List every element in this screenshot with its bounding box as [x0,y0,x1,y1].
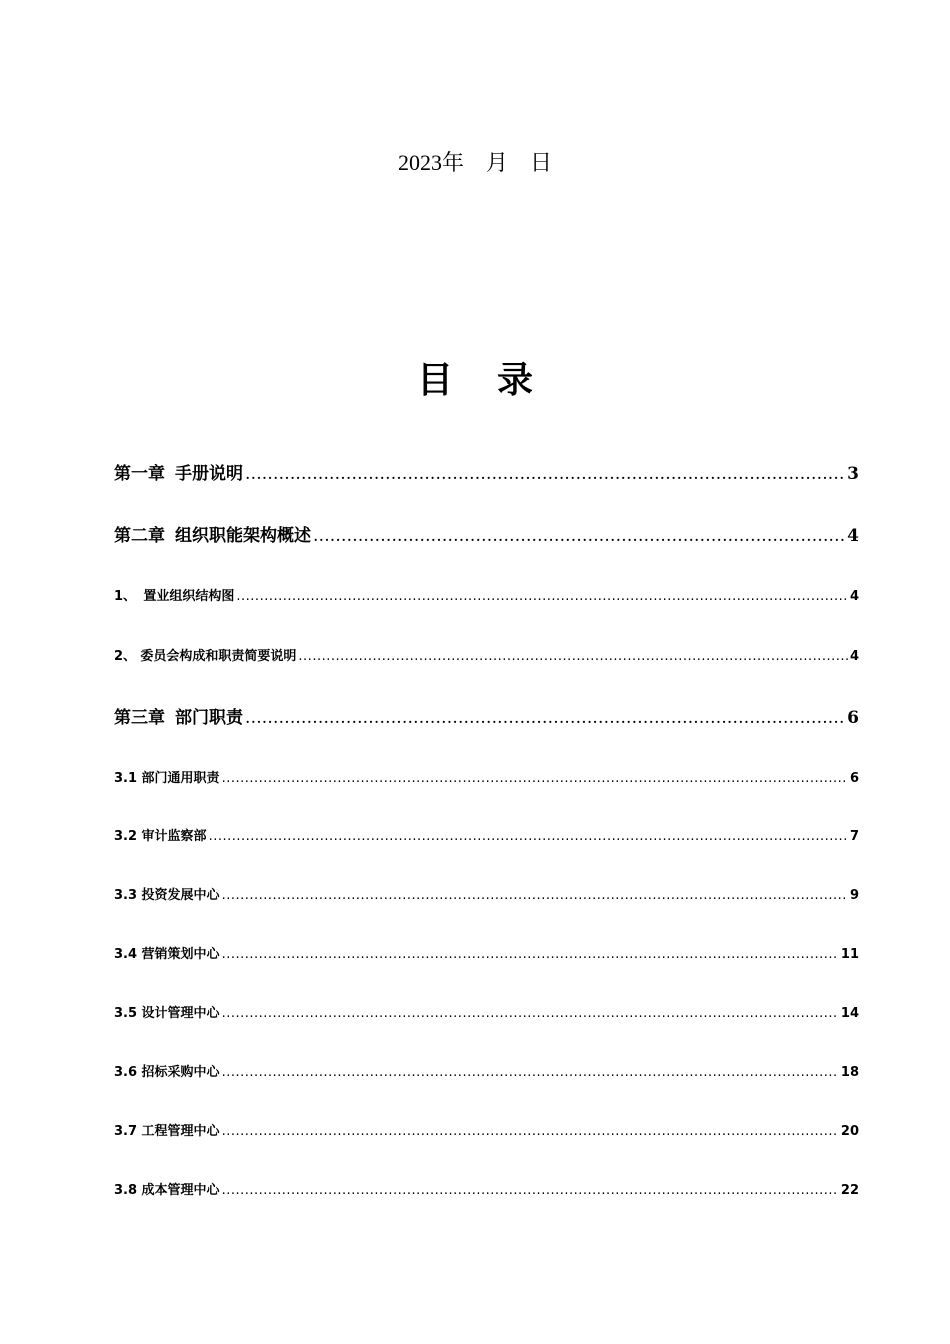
toc-title [0,352,950,403]
toc-leader [298,649,848,664]
toc-leader [236,589,848,604]
toc-title-char-2: 录 [497,359,534,401]
toc-entry-page: 20 [840,1124,859,1139]
toc-entry-page: 9 [849,888,859,903]
toc-entry-3-7[interactable] [114,1120,859,1139]
toc-title-char-1: 目 [416,359,453,401]
toc-leader [222,1006,839,1021]
toc-entry-3-3[interactable] [114,884,859,903]
toc-entry-page: 4 [849,589,859,604]
toc-entry-2-2[interactable] [114,645,859,664]
toc-leader [209,829,848,844]
toc-entry-title: 部门职责 [175,708,243,728]
toc-entry-number: 2、 [114,649,137,664]
toc-leader [222,1183,839,1198]
toc-entry-page: 4 [849,649,859,664]
toc-entry-number: 1、 [114,589,137,604]
toc-entry-chapter-1[interactable] [114,459,859,484]
toc-entry-title: 3.2 审计监察部 [114,829,207,844]
toc-entry-page: 3 [847,464,859,484]
toc-entry-page: 6 [847,708,859,728]
toc-leader [222,1065,839,1080]
document-date [0,146,950,177]
toc-entry-page: 22 [840,1183,859,1198]
toc-entry-title: 委员会构成和职责简要说明 [140,649,297,664]
toc-entry-title: 组织职能架构概述 [175,526,311,546]
toc-leader [222,1124,839,1139]
toc-entry-chapter: 第一章 [114,464,165,484]
toc-entry-3-4[interactable] [114,943,859,962]
toc-entry-title: 3.1 部门通用职责 [114,771,220,786]
toc-leader [313,526,845,546]
date-year: 2023 [397,150,442,175]
toc-entry-3-2[interactable] [114,825,859,844]
toc-entry-chapter-3[interactable] [114,703,859,728]
date-month-char: 月 [485,150,508,175]
toc-entry-title: 3.8 成本管理中心 [114,1183,220,1198]
toc-entry-title: 手册说明 [175,464,243,484]
toc-entry-chapter: 第三章 [114,708,165,728]
toc-entry-3-8[interactable] [114,1179,859,1198]
toc-entry-title: 3.5 设计管理中心 [114,1006,220,1021]
toc-entry-title: 3.4 营销策划中心 [114,947,220,962]
toc-entry-page: 11 [840,947,859,962]
toc-entry-title: 3.7 工程管理中心 [114,1124,220,1139]
date-year-char: 年 [441,150,464,175]
toc-entry-3-5[interactable] [114,1002,859,1021]
toc-entry-page: 7 [849,829,859,844]
toc-entry-title: 3.3 投资发展中心 [114,888,220,903]
toc-entry-page: 6 [849,771,859,786]
toc-entry-page: 14 [840,1006,859,1021]
toc-entry-chapter-2[interactable] [114,521,859,546]
toc-entry-title: 置业组织结构图 [143,589,235,604]
toc-entry-3-6[interactable] [114,1061,859,1080]
toc-leader [222,888,848,903]
toc-leader [245,464,845,484]
toc-entry-2-1[interactable] [114,585,859,604]
date-day-char: 日 [530,150,553,175]
toc-leader [245,708,845,728]
toc-entry-chapter: 第二章 [114,526,165,546]
toc-leader [222,771,848,786]
toc-entry-page: 4 [847,526,859,546]
toc-leader [222,947,839,962]
toc-entry-title: 3.6 招标采购中心 [114,1065,220,1080]
toc-entry-page: 18 [840,1065,859,1080]
toc-entry-3-1[interactable] [114,767,859,786]
